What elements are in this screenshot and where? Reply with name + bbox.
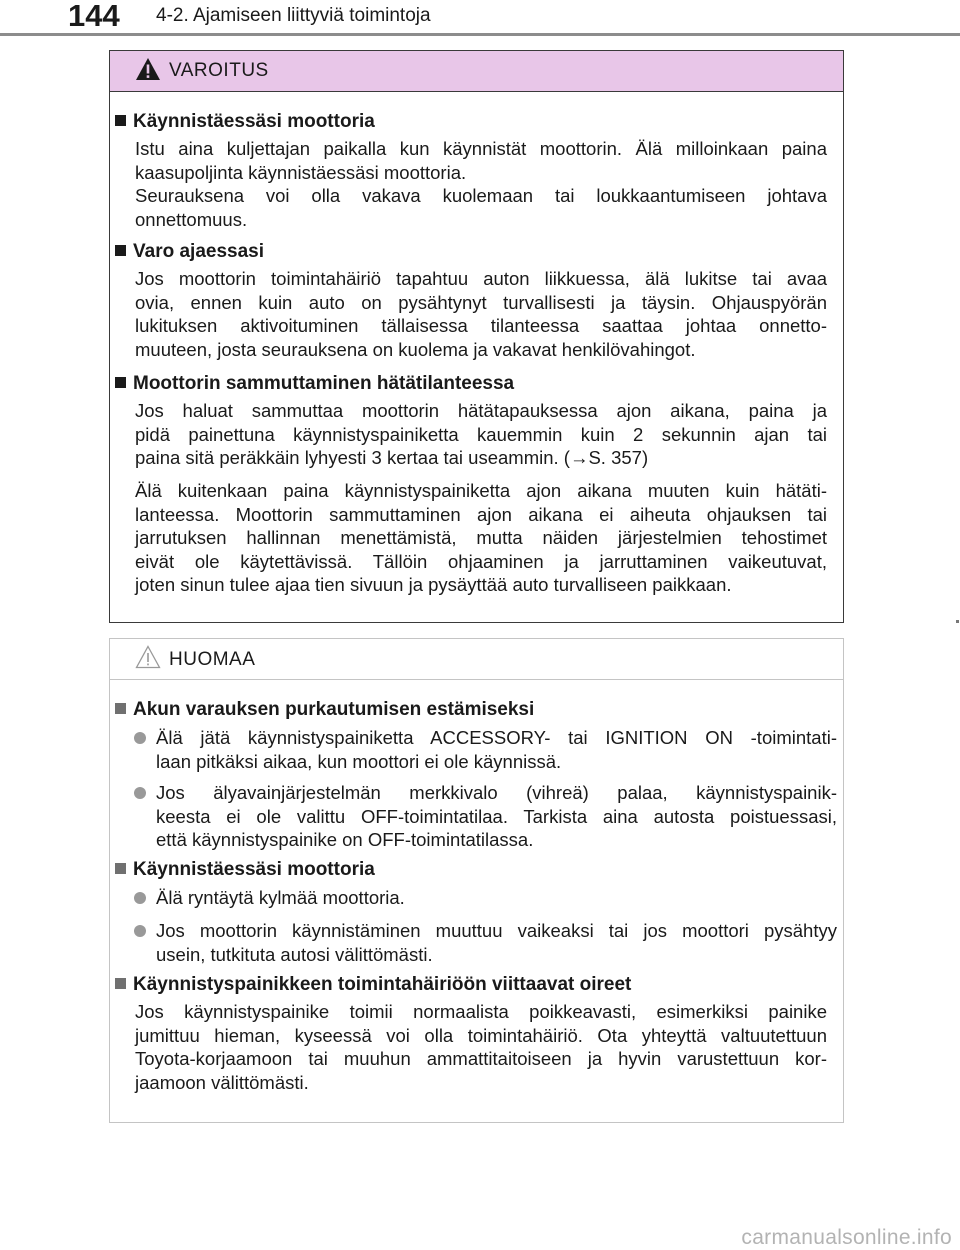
text-line: onnettomuus. [135,208,248,230]
page-header [0,0,960,38]
note-box-title: HUOMAA [169,649,256,670]
note-bullet-starting-1 [156,886,837,910]
note-bullet-starting-2 [156,919,837,966]
text-line: Jos käynnistyspainike toimii normaalista poikkeavasti, esimerkiksi painike [135,1001,827,1022]
note-box [109,638,844,1123]
heading-text: Käynnistyspainikkeen toimintahäiriöön viittaavat oireet [133,974,632,995]
circle-bullet-icon [134,892,146,904]
warning-heading-emergency-stop [115,373,514,395]
note-heading-malfunction [115,974,631,996]
text-line: Älä ryntäytä kylmää moottoria. [156,887,405,908]
warning-box [109,50,844,623]
heading-text: Moottorin sammuttaminen hätätilanteessa [133,373,515,394]
text-line: että käynnistyspainike on OFF-toimintatilassa. [156,829,534,850]
text-line: Jos moottorin toimintahäiriö tapahtuu auton liikkuessa, älä lukitse tai avaa [135,268,827,289]
section-title: 4-2. Ajamiseen liittyviä toimintoja [156,5,431,26]
warning-paragraph-emergency-stop [135,399,827,470]
text-line: muuteen, josta seurauksena on kuolema ja vakavat henkilövahingot. [135,338,696,360]
warning-heading-driving [115,241,264,263]
text-line: kaasupoljinta käynnistäessäsi moottoria. [135,161,467,183]
text-line: eivät ole käytettävissä. Tällöin ohjaaminen ja jarruttaminen vaikeutuvat, [135,550,827,572]
note-bullet-battery-2 [156,781,837,852]
warning-paragraph-emergency-stop-2 [135,479,827,597]
text-line: Jos haluat sammuttaa moottorin hätätapauksessa ajon aikana, paina ja [135,400,827,421]
square-bullet-icon [115,245,126,256]
note-paragraph-malfunction [135,1000,827,1094]
text-line: lanteessa. Moottorin sammuttaminen ajon aikana ei aiheuta ohjauksen tai [135,503,827,525]
header-divider [0,33,960,36]
note-heading-battery [115,699,534,721]
text-line: ovia, ennen kuin auto on pysähtynyt turvallisesti ja täysin. Ohjauspyörän [135,291,827,313]
square-bullet-icon [115,703,126,714]
warning-triangle-icon [135,57,161,81]
text-line: joten sinun tulee ajaa tien sivuun ja pysäyttää auto turvalliseen paikkaan. [135,574,732,595]
circle-bullet-icon [134,925,146,937]
text-line: Seurauksena voi olla vakava kuolemaan tai loukkaantumiseen johtava [135,185,827,206]
text-line: jumittuu hieman, kyseessä voi olla toimintahäiriö. Ota yhteyttä valtuutettuun [135,1024,827,1046]
heading-text: Varo ajaessasi [133,241,264,262]
text-line: keesta ei ole valittu OFF-toimintatilaa. Tarkista aina autosta poistuessasi, [156,805,837,827]
watermark: carmanualsonline.info [741,1226,952,1249]
square-bullet-icon [115,863,126,874]
square-bullet-icon [115,978,126,989]
text-line: lukituksen aktivoituminen tällaisessa tilanteessa saattaa johtaa onnetto- [135,315,827,336]
text-line: pidä painettuna käynnistyspainiketta kauemmin kuin 2 sekunnin ajan tai [135,423,827,445]
text-line: jaamoon välittömästi. [135,1071,309,1093]
warning-paragraph-driving [135,267,827,361]
text-line: Jos moottorin käynnistäminen muuttuu vaikeaksi tai jos moottori pysähtyy [156,920,837,941]
edge-mark [956,620,959,623]
text-line: jarrutuksen hallinnan menettämistä, mutta näiden järjestelmien tehostimet [135,527,827,548]
caution-triangle-outline-icon [135,645,161,669]
page-number: 144 [68,0,120,33]
text-line: Älä kuitenkaan paina käynnistyspainiketta ajon aikana muuten kuin hätäti- [135,480,827,501]
text-line: Toyota-korjaamoon tai muuhun ammattitaitoiseen ja hyvin varustettuun kor- [135,1048,827,1069]
square-bullet-icon [115,377,126,388]
warning-paragraph-starting-engine [135,137,827,231]
heading-text: Käynnistäessäsi moottoria [133,111,375,132]
circle-bullet-icon [134,732,146,744]
text-line: Istu aina kuljettajan paikalla kun käynnistät moottorin. Älä milloinkaan paina [135,138,827,159]
warning-box-title: VAROITUS [169,60,269,81]
warning-box-header [110,51,843,92]
text-line: paina sitä peräkkäin lyhyesti 3 kertaa tai useammin. (→S. 357) [135,447,649,468]
heading-text: Akun varauksen purkautumisen estämiseksi [133,699,535,720]
note-bullet-battery-1 [156,726,837,773]
text-line: usein, tutkituta autosi välittömästi. [156,943,433,965]
note-heading-starting-engine [115,859,375,881]
text-line: Älä jätä käynnistyspainiketta ACCESSORY- tai IGNITION ON -toimintati- [156,727,837,748]
text-line: Jos älyavainjärjestelmän merkkivalo (vihreä) palaa, käynnistyspainik- [156,782,837,803]
circle-bullet-icon [134,787,146,799]
square-bullet-icon [115,115,126,126]
text-line: laan pitkäksi aikaa, kun moottori ei ole käynnissä. [156,750,562,772]
heading-text: Käynnistäessäsi moottoria [133,859,375,880]
note-box-header [110,639,843,680]
warning-heading-starting-engine [115,111,375,133]
